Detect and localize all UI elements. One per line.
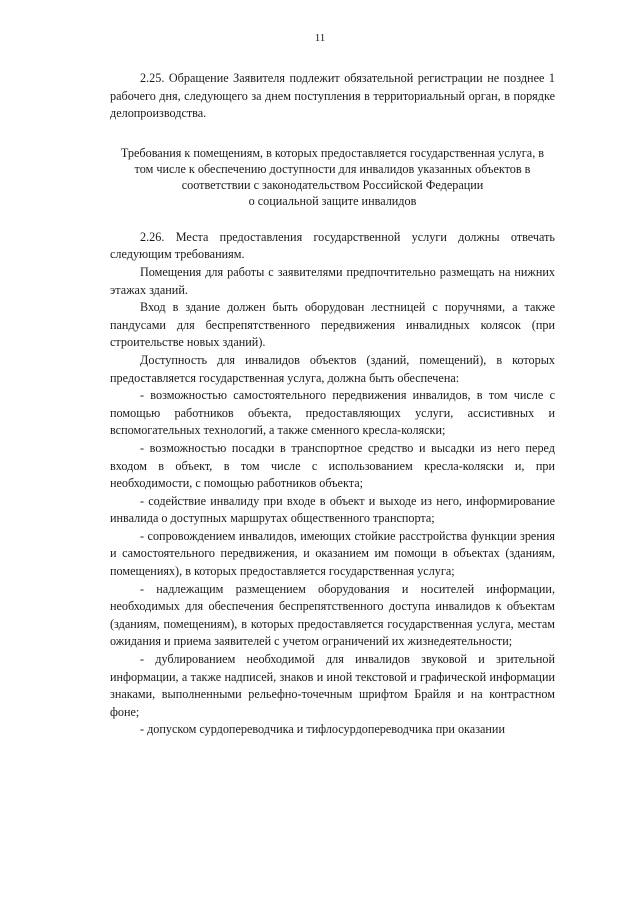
list-item: - дублированием необходимой для инвалидов звуковой и зрительной информации, а также надписей, знаков и иной текстовой и графической информации знаками, выполненными рельефно-точечным шрифтом Брайля и на контрастном фоне; bbox=[110, 652, 555, 719]
paragraph-2-25: 2.25. Обращение Заявителя подлежит обязательной регистрации не позднее 1 рабочего дня, следующего за днем поступления в территориальный орган, в порядке делопроизводства. bbox=[110, 71, 555, 121]
heading-line: соответствии с законодательством Российской Федерации bbox=[181, 177, 484, 192]
heading-line: о социальной защите инвалидов bbox=[248, 193, 417, 208]
paragraph-2-26: 2.26. Места предоставления государственной услуги должны отвечать следующим требованиям. bbox=[110, 229, 555, 262]
page-number: 11 bbox=[314, 32, 326, 44]
section-heading bbox=[110, 145, 555, 209]
heading-line: Требования к помещениям, в которых предоставляется государственная услуга, в bbox=[120, 145, 545, 160]
heading-line: том числе к обеспечению доступности для инвалидов указанных объектов в bbox=[134, 161, 531, 176]
list-item: - сопровождением инвалидов, имеющих стойкие расстройства функции зрения и самостоятельного передвижения, и оказанием им помощи в объектах (зданиям, помещениях), в которых предоставляется государственная услуга; bbox=[110, 528, 555, 579]
list-item: - надлежащим размещением оборудования и носителей информации, необходимых для обеспечения беспрепятственного доступа инвалидов к объектам (зданиям, помещениям), в которых предоставляется государственная услуга, местам ожидания и приема заявителей с учетом ограничений их жизнедеятельности; bbox=[110, 581, 555, 649]
list-item: - возможностью посадки в транспортное средство и высадки из него перед входом в объект, в том числе с использованием кресла-коляски и, при необходимости, с помощью работников объекта; bbox=[110, 440, 555, 491]
list-item: - допуском сурдопереводчика и тифлосурдопереводчика при оказании bbox=[140, 722, 505, 737]
paragraph-accessibility: Доступность для инвалидов объектов (зданий, помещений), в которых предоставляется государственная услуга, должна быть обеспечена: bbox=[110, 352, 555, 385]
paragraph-floors: Помещения для работы с заявителями предпочтительно размещать на нижних этажах зданий. bbox=[110, 264, 555, 297]
document-body bbox=[110, 70, 555, 739]
list-item: - содействие инвалиду при входе в объект и выходе из него, информирование инвалида о доступных маршрутах общественного транспорта; bbox=[110, 493, 555, 526]
list-item: - возможностью самостоятельного передвижения инвалидов, в том числе с помощью работников объекта, предоставляющих услуги, ассистивных и вспомогательных технологий, а также сменного кресла-коляски; bbox=[110, 388, 555, 438]
paragraph-entrance: Вход в здание должен быть оборудован лестницей с поручнями, а также пандусами для беспрепятственного передвижения инвалидных колясок (при строительстве новых зданий). bbox=[110, 300, 555, 350]
